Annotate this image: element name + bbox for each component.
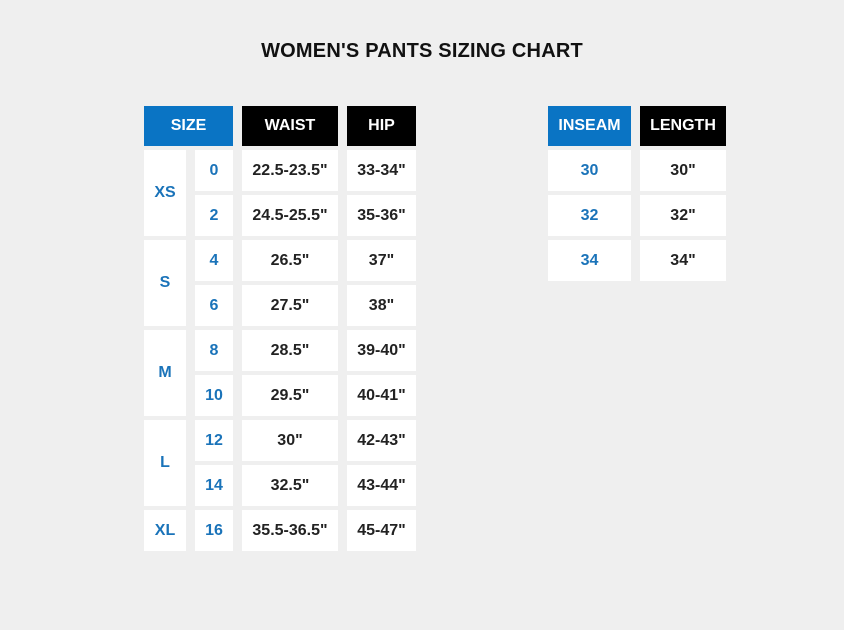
hip-cell: 38": [347, 285, 416, 326]
header-waist: WAIST: [242, 106, 338, 146]
hip-cell: 42-43": [347, 420, 416, 461]
size-number: 8: [195, 330, 233, 371]
size-group-s: S: [144, 240, 186, 326]
waist-cell: 35.5-36.5": [242, 510, 338, 551]
header-size: SIZE: [144, 106, 233, 146]
length-cell: 32": [640, 195, 726, 236]
hip-cell: 33-34": [347, 150, 416, 191]
size-number: 0: [195, 150, 233, 191]
length-cell: 30": [640, 150, 726, 191]
size-number: 4: [195, 240, 233, 281]
waist-cell: 26.5": [242, 240, 338, 281]
waist-cell: 30": [242, 420, 338, 461]
header-length: LENGTH: [640, 106, 726, 146]
waist-cell: 27.5": [242, 285, 338, 326]
inseam-cell: 30: [548, 150, 631, 191]
hip-cell: 39-40": [347, 330, 416, 371]
inseam-cell: 32: [548, 195, 631, 236]
size-number: 10: [195, 375, 233, 416]
waist-cell: 32.5": [242, 465, 338, 506]
size-number: 6: [195, 285, 233, 326]
hip-cell: 40-41": [347, 375, 416, 416]
length-cell: 34": [640, 240, 726, 281]
header-inseam: INSEAM: [548, 106, 631, 146]
hip-cell: 43-44": [347, 465, 416, 506]
size-number: 2: [195, 195, 233, 236]
size-group-m: M: [144, 330, 186, 416]
size-group-l: L: [144, 420, 186, 506]
size-group-xs: XS: [144, 150, 186, 236]
hip-cell: 45-47": [347, 510, 416, 551]
size-group-xl: XL: [144, 510, 186, 551]
size-number: 16: [195, 510, 233, 551]
waist-cell: 28.5": [242, 330, 338, 371]
waist-cell: 22.5-23.5": [242, 150, 338, 191]
waist-cell: 29.5": [242, 375, 338, 416]
size-number: 12: [195, 420, 233, 461]
hip-cell: 37": [347, 240, 416, 281]
header-hip: HIP: [347, 106, 416, 146]
waist-cell: 24.5-25.5": [242, 195, 338, 236]
hip-cell: 35-36": [347, 195, 416, 236]
page-title: WOMEN'S PANTS SIZING CHART: [261, 40, 583, 62]
inseam-cell: 34: [548, 240, 631, 281]
size-number: 14: [195, 465, 233, 506]
